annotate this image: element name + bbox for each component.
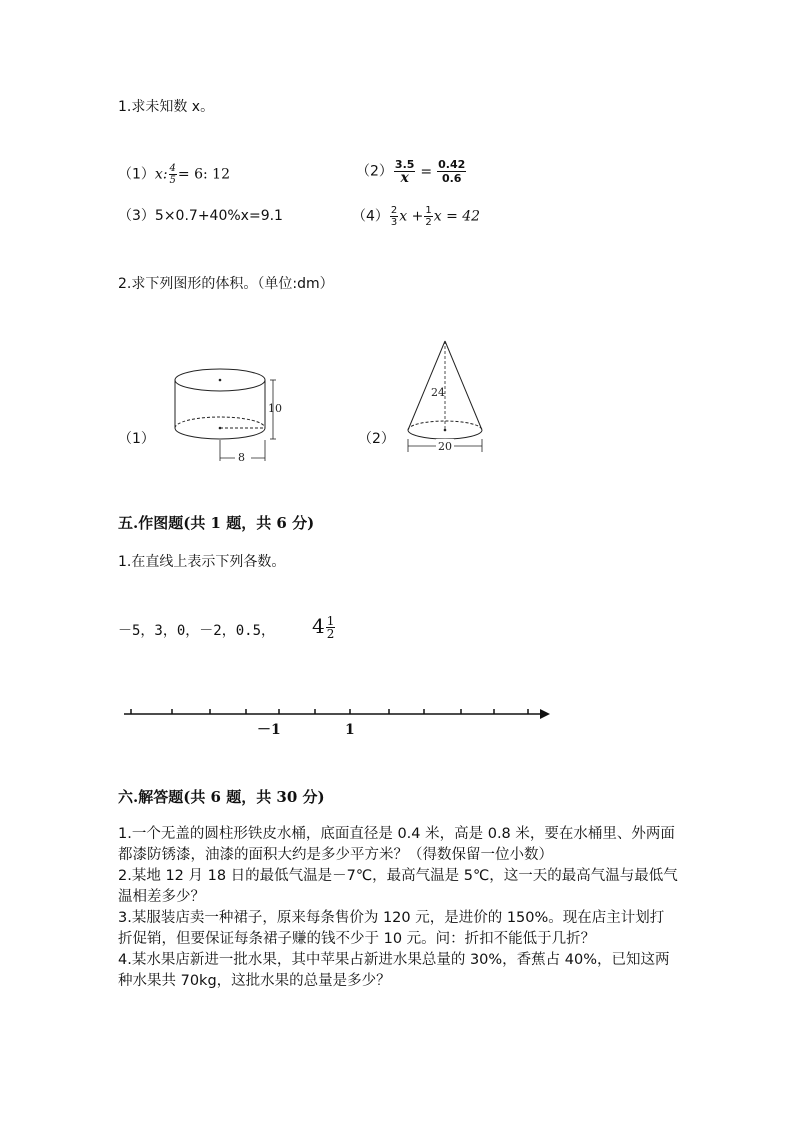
equation-1-fraction: $\frac{4}{5}$ bbox=[169, 163, 176, 186]
q2-title: 2.求下列图形的体积。（单位:dm） bbox=[118, 276, 334, 292]
equation-4-term-2: x = 42 bbox=[433, 208, 481, 225]
equation-2-right-fraction: $\frac{0.42}{0.6}$ bbox=[438, 158, 466, 185]
equation-2-label: （2） bbox=[356, 163, 393, 180]
equation-3-text: 5×0.7+40%x=9.1 bbox=[154, 208, 283, 224]
equation-4-label: （4） bbox=[352, 208, 389, 225]
q1-title: 1.求未知数 x。 bbox=[118, 99, 215, 115]
equation-4-fraction-1: $\frac{2}{3}$ bbox=[390, 205, 398, 228]
equation-1 bbox=[118, 163, 230, 186]
question-4: 4.某水果店新进一批水果，其中苹果占新进水果总量的 30%，香蕉占 40%，已知这两种水果共 70kg，这批水果的总量是多少？ bbox=[118, 952, 670, 989]
axis-label-minus-1: －1 bbox=[257, 722, 281, 738]
equation-2-eq: = bbox=[420, 163, 433, 180]
equation-1-label: （1） bbox=[118, 166, 155, 183]
section-6-questions bbox=[118, 824, 678, 992]
cylinder-figure bbox=[165, 360, 285, 466]
question-3: 3.某服装店卖一种裙子，原来每条售价为 120 元，是进价的 150%。现在店主计划打折促销，但要保证每条裙子赚的钱不少于 10 元。问：折扣不能低于几折？ bbox=[118, 910, 665, 947]
equation-2 bbox=[356, 158, 467, 185]
axis-label-1: 1 bbox=[345, 722, 355, 738]
figure-1-label: （1） bbox=[118, 431, 155, 447]
equation-1-rhs: = 6: 12 bbox=[177, 166, 230, 183]
question-2: 2.某地 12 月 18 日的最低气温是－7℃，最高气温是 5℃，这一天的最高气温与最低气温相差多少？ bbox=[118, 868, 678, 905]
equation-4-term-1: x + bbox=[399, 208, 424, 225]
equation-4 bbox=[352, 205, 480, 228]
equation-3-label: （3） bbox=[118, 208, 155, 224]
question-1: 1.一个无盖的圆柱形铁皮水桶，底面直径是 0.4 米，高是 0.8 米，要在水桶里、外两面都漆防锈漆，油漆的面积大约是多少平方米？（得数保留一位小数） bbox=[118, 826, 675, 863]
cylinder-height-label: 10 bbox=[268, 402, 282, 415]
cone-figure bbox=[402, 336, 490, 458]
equation-1-lhs: x: bbox=[154, 166, 168, 183]
number-line bbox=[118, 700, 558, 742]
equation-3 bbox=[118, 207, 283, 225]
cone-height-label: 24 bbox=[431, 386, 445, 399]
mixed-number-fraction: $\frac{1}{2}$ bbox=[326, 614, 335, 641]
cylinder-radius-label: 8 bbox=[238, 451, 245, 464]
section-5-q1-title: 1.在直线上表示下列各数。 bbox=[118, 554, 286, 570]
mixed-number-whole: 4 bbox=[312, 614, 325, 638]
equation-2-left-fraction: $\frac{3.5}{x}$ bbox=[394, 158, 415, 186]
cone-diameter-label: 20 bbox=[438, 440, 452, 453]
mixed-number bbox=[312, 614, 336, 640]
section-6-heading: 六.解答题(共 6 题，共 30 分) bbox=[118, 788, 325, 806]
section-5-heading: 五.作图题(共 1 题，共 6 分) bbox=[118, 514, 315, 532]
figure-2-label: （2） bbox=[358, 431, 395, 447]
numbers-list: －5，3，0，－2，0.5， bbox=[118, 623, 276, 639]
equation-4-fraction-2: $\frac{1}{2}$ bbox=[425, 205, 432, 228]
